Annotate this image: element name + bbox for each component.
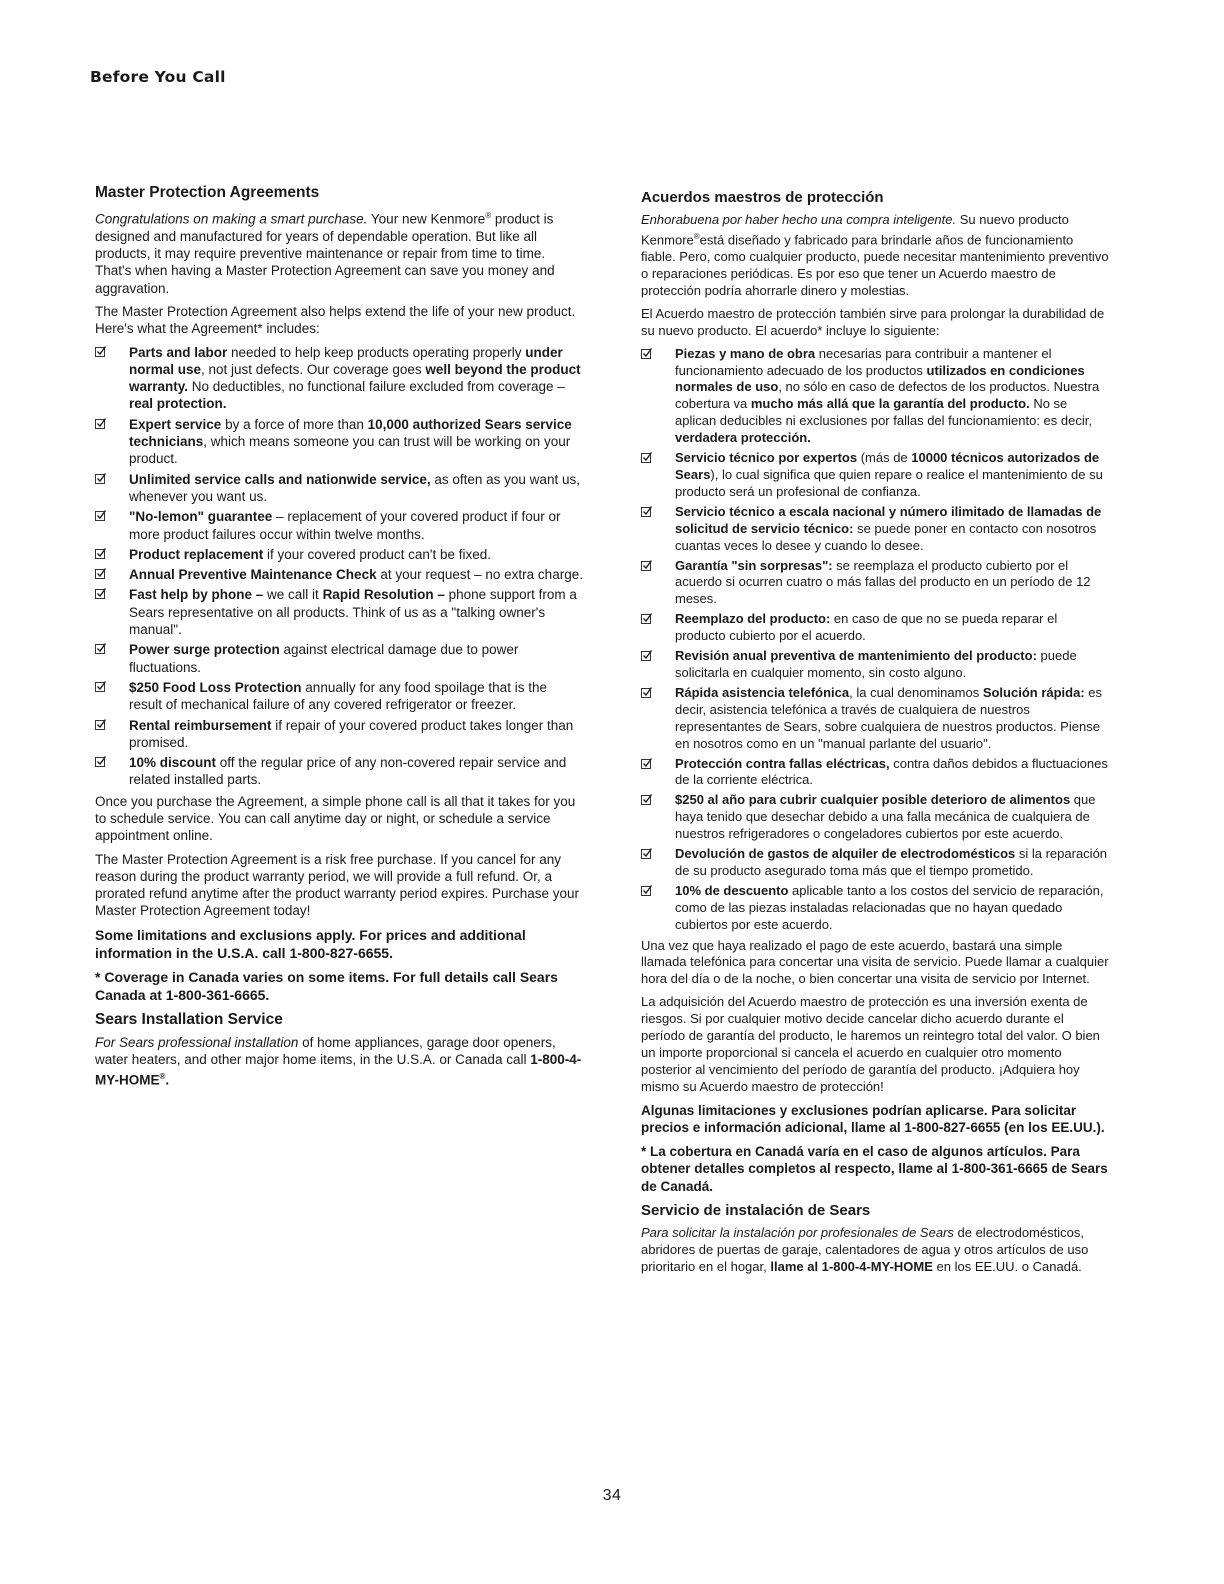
item-bold-text: Garantía "sin sorpresas": (675, 557, 833, 573)
item-text: , no sólo en caso de defectos de los productos. Nuestra cobertura va (675, 379, 1100, 412)
benefits-list (95, 344, 583, 789)
item-text: puede solicitarla en cualquier momento, sin costo alguno. (675, 648, 1077, 680)
section-title: Acuerdos maestros de protección (641, 189, 884, 206)
intro-text-a: Your new Kenmore (367, 211, 486, 227)
item-bold-text: verdadera protección. (675, 430, 811, 446)
registered-mark: ® (485, 211, 492, 220)
item-bold-text: Fast help by phone – (129, 587, 264, 603)
installation-italic: Para solicitar la instalación por profesionales de Sears (641, 1225, 954, 1241)
list-item (95, 679, 583, 714)
item-text: en caso de que no se pueda reparar el producto cubierto por el acuerdo. (675, 611, 1058, 644)
installation-title: Sears Installation Service (95, 1010, 283, 1028)
item-bold-text: Annual Preventive Maintenance Check (129, 567, 377, 583)
checkmark-icon (95, 474, 105, 484)
checkmark-icon (95, 757, 105, 767)
intro-paragraph (641, 212, 1111, 300)
checkmark-icon (641, 688, 651, 698)
intro-italic: Congratulations on making a smart purchase. (95, 211, 368, 227)
list-item (641, 346, 1111, 447)
list-item (641, 756, 1111, 790)
intro-text-a: Su nuevo producto Kenmore (641, 212, 1069, 248)
list-item (641, 685, 1111, 753)
list-item (95, 344, 583, 413)
checkmark-icon (641, 886, 651, 896)
registered-mark: ® (693, 231, 700, 241)
checkmark-icon (641, 759, 651, 769)
limitations-note: Algunas limitaciones y exclusiones podrían aplicarse. Para solicitar precios e información adicional, llame al 1-800-827-6655 (en los EE.UU.). (641, 1102, 1105, 1136)
item-bold-text: Servicio técnico por expertos (675, 450, 858, 466)
list-item (95, 508, 583, 543)
item-bold-text: $250 Food Loss Protection (129, 679, 302, 695)
schedule-paragraph: Una vez que haya realizado el pago de este acuerdo, bastará una simple llamada telefónica para concertar una visita de servicio. Puede llamar a cualquier hora del día o de la noche, o bien concertar una visita de servicio por Internet. (641, 937, 1109, 987)
item-text: ), lo cual significa que quien repare o realice el mantenimiento de su producto será un profesional de confianza. (675, 467, 1103, 499)
benefits-list (641, 346, 1111, 934)
item-bold-text: 10,000 authorized Sears service technicians (129, 416, 572, 450)
item-text: as often as you want us, whenever you want us. (129, 471, 580, 504)
installation-italic: For Sears professional installation (95, 1034, 299, 1050)
item-bold-text: 10% de descuento (675, 882, 789, 898)
item-bold-text: Rápida asistencia telefónica (675, 684, 850, 700)
list-item (95, 754, 583, 789)
item-bold-text: Product replacement (129, 546, 264, 562)
item-bold-text: well beyond the product warranty. (129, 361, 581, 395)
list-item (641, 450, 1111, 501)
agreement-paragraph: The Master Protection Agreement also helps extend the life of your new product. Here's what the Agreement* includes: (95, 303, 576, 337)
item-text: contra daños debidos a fluctuaciones de la corriente eléctrica. (675, 755, 1108, 788)
installation-text: of home appliances, garage door openers, water heaters, and other major home items, in the U.S.A. or Canada call (95, 1034, 556, 1068)
item-bold-text: Unlimited service calls and nationwide service, (129, 471, 431, 487)
item-text: se puede poner en contacto con nosotros cuantas veces lo desee y cuando lo desee. (675, 520, 1097, 553)
item-bold-text: 10000 técnicos autorizados de Sears (675, 450, 1100, 483)
risk-free-paragraph: The Master Protection Agreement is a risk free purchase. If you cancel for any reason during the product warranty period, we will provide a full refund. Or, a prorated refund anytime after the product warranty period expires. Purchase your Master Protection Agreement today! (95, 851, 580, 919)
english-column (95, 183, 583, 1095)
item-text: es decir, asistencia telefónica a través de cualquiera de nuestros representantes de Sears, sobre cualquiera de nuestros productos. Piense en nosotros como en un "manual parlante del usuario". (675, 684, 1102, 751)
item-bold-text: Parts and labor (129, 344, 228, 360)
item-text: que haya tenido que desechar debido a una falla mecánica de cualquiera de nuestros refrigeradores o congeladores cubiertos por este acuerdo. (675, 792, 1096, 842)
item-text: annually for any food spoilage that is the result of mechanical failure of any covered refrigerator or freezer. (129, 679, 547, 713)
item-text: off the regular price of any non-covered repair service and related installed parts. (129, 755, 567, 788)
installation-phone: llame al 1-800-4-MY-HOME (770, 1259, 933, 1275)
item-text: phone support from a Sears representative on all products. Think of us as a "talking owner's manual". (129, 587, 577, 638)
installation-text: de electrodomésticos, abridores de puertas de garaje, calentadores de agua y otros artículos de uso prioritario en el hogar, (641, 1225, 1089, 1275)
list-item (641, 883, 1111, 934)
intro-italic: Enhorabuena por haber hecho una compra inteligente. (641, 212, 957, 227)
list-item (95, 717, 583, 752)
spanish-column (641, 188, 1111, 1282)
limitations-note: Some limitations and exclusions apply. For prices and additional information in the U.S.A. call 1-800-827-6655. (95, 926, 526, 961)
checkmark-icon (95, 419, 105, 429)
agreement-paragraph: El Acuerdo maestro de protección también sirve para prolongar la durabilidad de su nuevo producto. El acuerdo* incluye lo siguiente: (641, 305, 1105, 338)
item-bold-text: $250 al año para cubrir cualquier posible deterioro de alimentos (675, 792, 1071, 808)
checkmark-icon (95, 644, 105, 654)
list-item (641, 558, 1111, 609)
item-text: , not just defects. Our coverage goes (201, 361, 426, 377)
schedule-paragraph: Once you purchase the Agreement, a simple phone call is all that it takes for you to schedule service. You can call anytime day or night, or schedule a service appointment online. (95, 793, 576, 844)
list-item (95, 546, 583, 563)
checkmark-icon (641, 614, 651, 624)
checkmark-icon (95, 720, 105, 730)
item-text: – replacement of your covered product if four or more product failures occur within twelve months. (129, 509, 561, 542)
item-bold-text: utilizados en condiciones normales de uso (675, 362, 1085, 395)
registered-mark: ® (159, 1072, 166, 1082)
item-text: , which means someone you can trust will be working on your product. (129, 434, 571, 467)
section-title: Master Protection Agreements (95, 184, 320, 201)
list-item (95, 641, 583, 676)
checkmark-icon (95, 347, 105, 357)
checkmark-icon (641, 795, 651, 805)
item-text: (más de (857, 450, 912, 466)
item-text: si la reparación de su producto asegurado toma más que el tiempo prometido. (675, 846, 1108, 878)
item-bold-text: 10% discount (129, 755, 217, 771)
item-bold-text: Rapid Resolution – (322, 587, 445, 603)
item-bold-text: under normal use (129, 344, 563, 377)
list-item (641, 504, 1111, 555)
checkmark-icon (95, 511, 105, 521)
list-item (95, 471, 583, 506)
risk-free-paragraph: La adquisición del Acuerdo maestro de protección es una inversión exenta de riesgos. Si por cualquier motivo decide cancelar dicho acuerdo durante el período de garantía del producto, le haremos un reintegro total del valor. O bien un importe proporcional si cancela el acuerdo en cualquier otro momento posterior al vencimiento del período de garantía del producto. ¡Adquiera hoy mismo su Acuerdo maestro de protección! (641, 994, 1100, 1094)
item-bold-text: Servicio técnico a escala nacional y número ilimitado de llamadas de solicitud de servicio técnico: (675, 503, 1102, 536)
list-item (95, 566, 583, 583)
item-text: No se aplican deducibles ni exclusiones por fallas del funcionamiento: es decir, (675, 396, 1092, 429)
item-text: by a force of more than (221, 416, 368, 432)
item-text: necesarias para contribuir a mantener el funcionamiento adecuado de los productos (675, 345, 1052, 378)
item-bold-text: Piezas y mano de obra (675, 345, 816, 361)
list-item (641, 611, 1111, 645)
item-text: needed to help keep products operating properly (227, 344, 526, 360)
installation-title: Servicio de instalación de Sears (641, 1202, 871, 1220)
page-header: Before You Call (90, 68, 226, 86)
page-number: 34 (602, 1487, 622, 1504)
item-bold-text: "No-lemon" guarantee (129, 509, 273, 525)
intro-text-b: product is designed and manufactured for years of dependable operation. But like all products, it may require preventive maintenance or repair from time to time. That's when having a Master Protection Agreement can save you money and aggravation. (95, 211, 555, 296)
item-text: against electrical damage due to power fluctuations. (129, 642, 519, 675)
checkmark-icon (641, 349, 651, 359)
checkmark-icon (641, 453, 651, 463)
intro-paragraph (95, 207, 583, 297)
item-text: , la cual denominamos (849, 684, 983, 700)
item-bold-text: Rental reimbursement (129, 717, 272, 733)
installation-paragraph (95, 1034, 583, 1089)
list-item (641, 846, 1111, 880)
installation-end: en los EE.UU. o Canadá. (932, 1259, 1082, 1275)
installation-paragraph (641, 1225, 1111, 1276)
list-item (641, 648, 1111, 682)
list-item (95, 586, 583, 638)
item-text: if repair of your covered product takes longer than promised. (129, 717, 574, 750)
item-text: se reemplaza el producto cubierto por el acuerdo si ocurren cuatro o más fallas del producto en un período de 12 meses. (675, 557, 1091, 607)
installation-phone: 1-800-4-MY-HOME (95, 1052, 582, 1088)
list-item (95, 416, 583, 468)
item-bold-text: real protection. (129, 396, 227, 412)
intro-text-b: está diseñado y fabricado para brindarle años de funcionamiento fiable. Pero, como cualquier producto, puede necesitar mantenimiento preventivo o reparaciones periódicas. Es por eso que tener un Acuerdo maestro de protección podría ahorrarle dinero y molestias. (641, 232, 1109, 298)
item-text: at your request – no extra charge. (376, 567, 583, 583)
item-bold-text: Expert service (129, 416, 222, 432)
checkmark-icon (95, 569, 105, 579)
item-bold-text: mucho más allá que la garantía del producto. (750, 396, 1030, 412)
installation-end: . (165, 1072, 170, 1088)
item-bold-text: Protección contra fallas eléctricas, (675, 755, 890, 771)
item-bold-text: Power surge protection (129, 642, 280, 658)
item-text: No deductibles, no functional failure excluded from coverage – (188, 379, 565, 395)
checkmark-icon (95, 682, 105, 692)
checkmark-icon (95, 589, 105, 599)
checkmark-icon (641, 849, 651, 859)
item-text: we call it (263, 587, 323, 603)
checkmark-icon (95, 549, 105, 559)
canada-note: * La cobertura en Canadá varía en el caso de algunos artículos. Para obtener detalles completos al respecto, llame al 1-800-361-6665 de Sears de Canadá. (641, 1143, 1108, 1194)
item-bold-text: Revisión anual preventiva de mantenimiento del producto: (675, 648, 1037, 664)
item-bold-text: Devolución de gastos de alquiler de electrodomésticos (675, 846, 1016, 862)
checkmark-icon (641, 561, 651, 571)
checkmark-icon (641, 651, 651, 661)
checkmark-icon (641, 507, 651, 517)
item-bold-text: Solución rápida: (982, 684, 1085, 700)
item-text: if your covered product can't be fixed. (263, 546, 491, 562)
item-bold-text: Reemplazo del producto: (675, 611, 831, 627)
list-item (641, 792, 1111, 843)
canada-note: * Coverage in Canada varies on some items. For full details call Sears Canada at 1-800-361-6665. (95, 968, 558, 1003)
item-text: aplicable tanto a los costos del servicio de reparación, como de las piezas instaladas relacionadas que no hayan quedado cubiertos por este acuerdo. (675, 882, 1104, 932)
